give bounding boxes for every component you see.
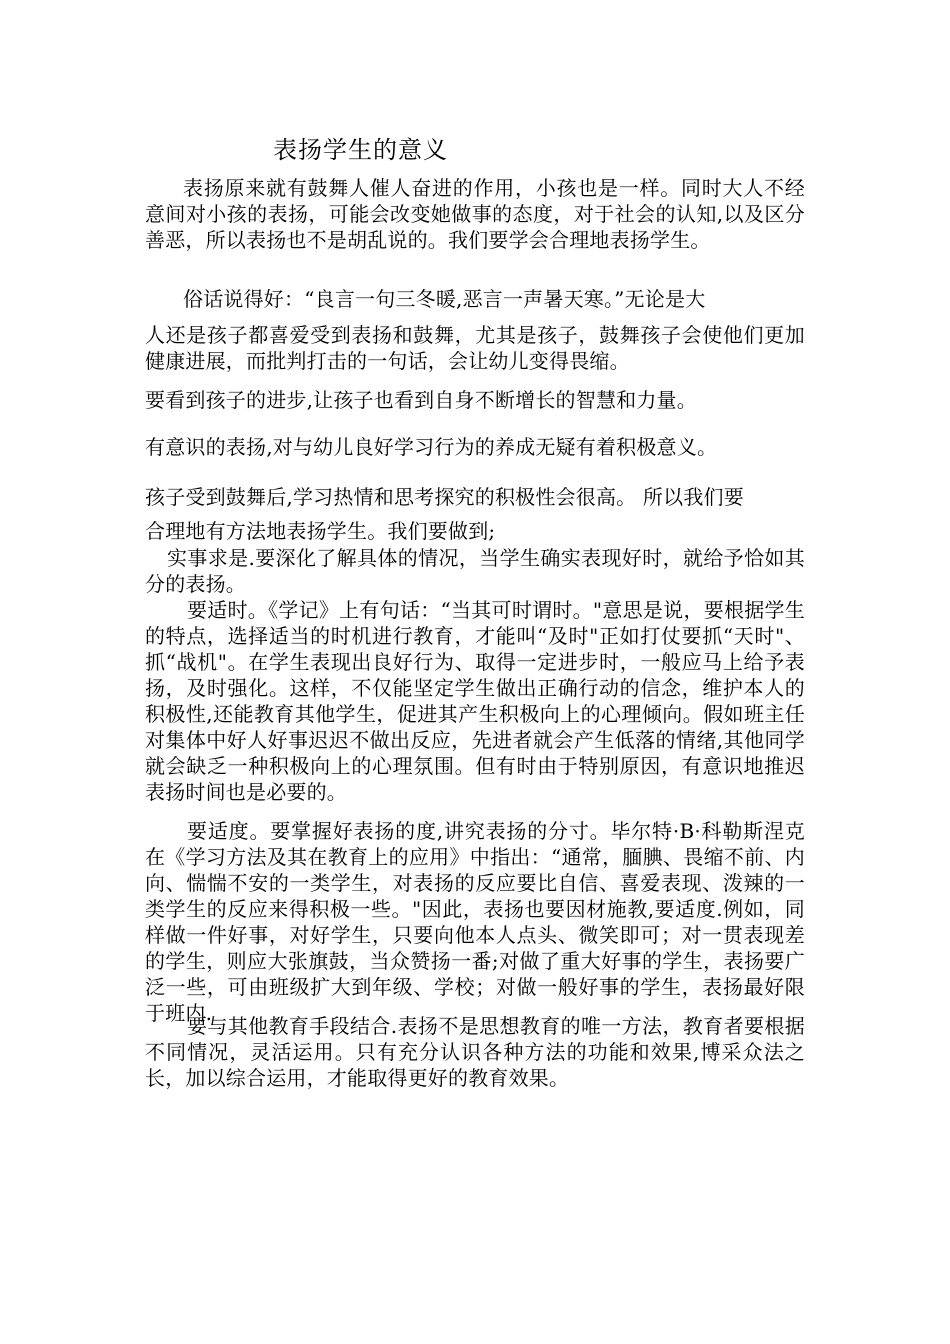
paragraph-4: 要看到孩子的进步,让孩子也看到自身不断增长的智慧和力量。 <box>145 388 697 412</box>
paragraph-6: 孩子受到鼓舞后,学习热情和思考探究的积极性会很高。 所以我们要 <box>145 485 744 509</box>
paragraph-11: 要与其他教育手段结合.表扬不是思想教育的唯一方法，教育者要根据不同情况，灵活运用。只有充分认识各种方法的功能和效果,博采众法之长，加以综合运用，才能取得更好的教育效果。 <box>145 1014 805 1090</box>
paragraph-1: 表扬原来就有鼓舞人催人奋进的作用，小孩也是一样。同时大人不经意间对小孩的表扬，可能会改变她做事的态度，对于社会的认知,以及区分善恶，所以表扬也不是胡乱说的。我们要学会合理地表扬学生。 <box>145 176 805 252</box>
document-title: 表扬学生的意义 <box>273 136 448 164</box>
paragraph-7: 合理地有方法地表扬学生。我们要做到; <box>145 519 496 543</box>
paragraph-2: 俗话说得好：“良言一句三冬暖,恶言一声暑天寒。”无论是大 <box>183 287 706 311</box>
paragraph-8: 实事求是.要深化了解具体的情况，当学生确实表现好时，就给予恰如其分的表扬。 <box>145 546 805 596</box>
paragraph-5: 有意识的表扬,对与幼儿良好学习行为的养成无疑有着积极意义。 <box>145 435 718 459</box>
paragraph-10: 要适度。要掌握好表扬的度,讲究表扬的分寸。毕尔特·B·科勒斯涅克在《学习方法及其在教育上的应用》中指出：“通常，腼腆、畏缩不前、内向、惴惴不安的一类学生，对表扬的反应要比自信、喜爱表现、泼辣的一类学生的反应来得积极一些。"因此，表扬也要因材施教,要适度.例如，同样做一件好事，对好学生，只要向他本人点头、微笑即可；对一贯表现差的学生，则应大张旗鼓，当众赞扬一番;对做了重大好事的学生，表扬要广泛一些，可由班级扩大到年级、学校；对做一般好事的学生，表扬最好限于班内. <box>145 819 805 1025</box>
paragraph-9: 要适时。《学记》上有句话：“当其可时谓时。"意思是说，要根据学生的特点，选择适当的时机进行教育，才能叫“及时"正如打仗要抓“天时"、抓“战机"。在学生表现出良好行为、取得一定进步时，一般应马上给予表扬，及时强化。这样，不仅能坚定学生做出正确行动的信念，维护本人的积极性,还能教育其他学生，促进其产生积极向上的心理倾向。假如班主任对集体中好人好事迟迟不做出反应，先进者就会产生低落的情绪,其他同学就会缺乏一种积极向上的心理氛围。但有时由于特别原因，有意识地推迟表扬时间也是必要的。 <box>145 598 805 804</box>
paragraph-3: 人还是孩子都喜爱受到表扬和鼓舞，尤其是孩子，鼓舞孩子会使他们更加健康进展，而批判打击的一句话，会让幼儿变得畏缩。 <box>145 323 805 373</box>
